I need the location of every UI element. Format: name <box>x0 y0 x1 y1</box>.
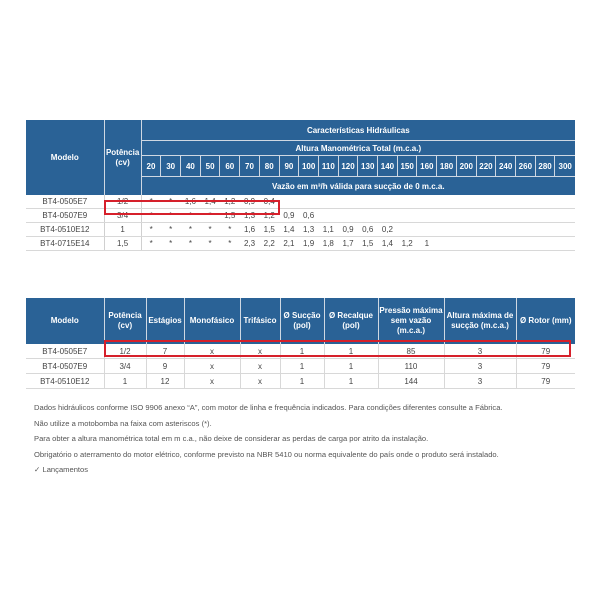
height-header: 160 <box>417 156 437 177</box>
table-cell: 1 <box>280 374 324 389</box>
flow-cell: 0,2 <box>378 223 398 237</box>
flow-cell <box>417 195 437 209</box>
flow-cell <box>555 237 575 251</box>
table-cell: BT4-0510E12 <box>26 374 104 389</box>
power-cell: 1/2 <box>104 195 141 209</box>
table-cell: 3 <box>444 359 516 374</box>
flow-cell: 1,4 <box>200 195 220 209</box>
table-cell: 1 <box>280 359 324 374</box>
flow-cell: 1,2 <box>220 195 240 209</box>
flow-cell <box>535 223 555 237</box>
footnotes <box>34 400 574 478</box>
flow-cell <box>496 237 516 251</box>
flow-cell: 2,3 <box>240 237 260 251</box>
table-row <box>26 223 575 237</box>
flow-cell: 0,6 <box>358 223 378 237</box>
flow-cell <box>456 223 476 237</box>
flow-cell: * <box>141 195 161 209</box>
table-cell: x <box>240 344 280 359</box>
flow-cell <box>516 223 536 237</box>
flow-cell: 1 <box>417 237 437 251</box>
height-header: 30 <box>161 156 181 177</box>
group-header: Características Hidráulicas <box>141 120 575 141</box>
column-header: Ø Sucção (pol) <box>280 298 324 344</box>
flow-cell: 1,5 <box>358 237 378 251</box>
power-cell: 1 <box>104 223 141 237</box>
height-header: 220 <box>476 156 496 177</box>
height-header: 120 <box>338 156 358 177</box>
height-header: 300 <box>555 156 575 177</box>
table-row <box>26 195 575 209</box>
flow-cell <box>318 209 338 223</box>
table-cell: 3/4 <box>104 359 146 374</box>
flow-cell: * <box>200 223 220 237</box>
flow-header: Vazão em m³/h válida para sucção de 0 m.c.a. <box>141 177 575 196</box>
flow-cell <box>555 195 575 209</box>
flow-cell: 0,6 <box>299 209 319 223</box>
flow-cell <box>338 195 358 209</box>
table-cell: x <box>240 374 280 389</box>
flow-cell: 0,4 <box>259 195 279 209</box>
flow-cell <box>476 237 496 251</box>
flow-cell <box>456 195 476 209</box>
flow-cell <box>417 209 437 223</box>
note-line: ✓ Lançamentos <box>34 465 89 475</box>
flow-cell: * <box>181 223 201 237</box>
flow-cell <box>516 209 536 223</box>
hydraulic-characteristics-table <box>26 120 575 251</box>
flow-cell <box>555 209 575 223</box>
model-cell: BT4-0505E7 <box>26 195 104 209</box>
table-row <box>26 237 575 251</box>
flow-cell <box>437 223 457 237</box>
note-line: Para obter a altura manométrica total em m c.a., não deixe de considerar as perdas de carga por atrito da instalação. <box>34 434 429 444</box>
flow-cell: 1,9 <box>299 237 319 251</box>
flow-cell <box>378 195 398 209</box>
flow-cell <box>456 237 476 251</box>
power-cell: 1,5 <box>104 237 141 251</box>
power-cell: 3/4 <box>104 209 141 223</box>
table-row <box>26 344 575 359</box>
flow-cell: * <box>181 237 201 251</box>
model-cell: BT4-0715E14 <box>26 237 104 251</box>
flow-cell <box>358 209 378 223</box>
flow-cell: 1,2 <box>259 209 279 223</box>
table-cell: 1 <box>324 374 378 389</box>
flow-cell <box>516 237 536 251</box>
flow-cell: 0,9 <box>338 223 358 237</box>
flow-cell <box>397 209 417 223</box>
height-header: 40 <box>181 156 201 177</box>
flow-cell <box>378 209 398 223</box>
flow-cell: 1,4 <box>378 237 398 251</box>
column-header: Trifásico <box>240 298 280 344</box>
flow-cell: * <box>141 209 161 223</box>
flow-cell <box>397 223 417 237</box>
flow-cell <box>318 195 338 209</box>
technical-specs-table <box>26 298 575 389</box>
height-header: 180 <box>437 156 457 177</box>
height-header: 70 <box>240 156 260 177</box>
flow-cell: * <box>200 237 220 251</box>
flow-cell: 1,3 <box>240 209 260 223</box>
flow-cell: 1,1 <box>318 223 338 237</box>
height-header: 100 <box>299 156 319 177</box>
flow-cell <box>535 195 555 209</box>
flow-cell: 1,6 <box>240 223 260 237</box>
model-cell: BT4-0510E12 <box>26 223 104 237</box>
flow-cell: 1,6 <box>181 195 201 209</box>
flow-cell: 1,2 <box>397 237 417 251</box>
table-row <box>26 374 575 389</box>
height-header: 60 <box>220 156 240 177</box>
flow-cell: 1,8 <box>318 237 338 251</box>
column-header: Estágios <box>146 298 184 344</box>
flow-cell <box>397 195 417 209</box>
flow-cell: * <box>200 209 220 223</box>
flow-cell: 0,9 <box>279 209 299 223</box>
flow-cell: * <box>161 237 181 251</box>
flow-cell <box>476 209 496 223</box>
flow-cell <box>516 195 536 209</box>
flow-cell <box>496 195 516 209</box>
height-header: 50 <box>200 156 220 177</box>
flow-cell: * <box>220 223 240 237</box>
flow-cell <box>535 209 555 223</box>
height-header: 20 <box>141 156 161 177</box>
flow-cell <box>476 195 496 209</box>
flow-cell: 1,5 <box>259 223 279 237</box>
table-cell: x <box>184 359 240 374</box>
height-header: 80 <box>259 156 279 177</box>
column-header-modelo: Modelo <box>26 120 104 195</box>
column-header: Potência (cv) <box>104 298 146 344</box>
sub-header: Altura Manométrica Total (m.c.a.) <box>141 141 575 156</box>
table-cell: 9 <box>146 359 184 374</box>
model-cell: BT4-0507E9 <box>26 209 104 223</box>
height-header: 150 <box>397 156 417 177</box>
height-header: 280 <box>535 156 555 177</box>
column-header: Ø Rotor (mm) <box>516 298 575 344</box>
flow-cell: * <box>161 209 181 223</box>
table-cell: 3 <box>444 374 516 389</box>
table-cell: 110 <box>378 359 444 374</box>
flow-cell <box>437 209 457 223</box>
flow-cell <box>279 195 299 209</box>
table-cell: 144 <box>378 374 444 389</box>
height-header: 260 <box>516 156 536 177</box>
flow-cell: * <box>161 195 181 209</box>
column-header: Pressão máxima sem vazão (m.c.a.) <box>378 298 444 344</box>
table-cell: 85 <box>378 344 444 359</box>
column-header: Monofásico <box>184 298 240 344</box>
flow-cell <box>476 223 496 237</box>
table-cell: 79 <box>516 374 575 389</box>
flow-cell <box>299 195 319 209</box>
table-cell: 1 <box>324 344 378 359</box>
height-header: 110 <box>318 156 338 177</box>
table-cell: 1 <box>324 359 378 374</box>
table-cell: BT4-0505E7 <box>26 344 104 359</box>
flow-cell: 2,1 <box>279 237 299 251</box>
flow-cell: 1,4 <box>279 223 299 237</box>
note-line: Obrigatório o aterramento do motor elétrico, conforme previsto na NBR 5410 ou norma equivalente do país onde o produto será instalado. <box>34 449 499 459</box>
flow-cell: 1,7 <box>338 237 358 251</box>
flow-cell <box>338 209 358 223</box>
table-cell: 1 <box>104 374 146 389</box>
table-cell: x <box>240 359 280 374</box>
flow-cell: * <box>181 209 201 223</box>
flow-cell <box>437 237 457 251</box>
table-cell: 1 <box>280 344 324 359</box>
table-cell: 79 <box>516 359 575 374</box>
height-header: 240 <box>496 156 516 177</box>
flow-cell: * <box>220 237 240 251</box>
height-header: 90 <box>279 156 299 177</box>
flow-cell: 1,3 <box>299 223 319 237</box>
table-cell: x <box>184 374 240 389</box>
flow-cell: 0,9 <box>240 195 260 209</box>
flow-cell <box>358 195 378 209</box>
note-line: Não utilize a motobomba na faixa com asteriscos (*). <box>34 418 212 428</box>
table-cell: BT4-0507E9 <box>26 359 104 374</box>
flow-cell <box>535 237 555 251</box>
flow-cell: 1,5 <box>220 209 240 223</box>
table-cell: x <box>184 344 240 359</box>
column-header-potencia: Potência (cv) <box>104 120 141 195</box>
table-cell: 79 <box>516 344 575 359</box>
flow-cell: * <box>141 237 161 251</box>
note-line: Dados hidráulicos conforme ISO 9906 anexo “A”, com motor de linha e frequência indicados. Para condições diferentes consulte a Fábrica. <box>34 403 503 412</box>
flow-cell: * <box>161 223 181 237</box>
flow-cell <box>437 195 457 209</box>
height-header: 140 <box>378 156 398 177</box>
table-row <box>26 209 575 223</box>
table-row <box>26 359 575 374</box>
height-header: 200 <box>456 156 476 177</box>
table-cell: 7 <box>146 344 184 359</box>
column-header: Modelo <box>26 298 104 344</box>
flow-cell <box>456 209 476 223</box>
flow-cell <box>496 209 516 223</box>
flow-cell: 2,2 <box>259 237 279 251</box>
height-header: 130 <box>358 156 378 177</box>
table-cell: 1/2 <box>104 344 146 359</box>
flow-cell <box>555 223 575 237</box>
column-header: Altura máxima de sucção (m.c.a.) <box>444 298 516 344</box>
flow-cell: * <box>141 223 161 237</box>
column-header: Ø Recalque (pol) <box>324 298 378 344</box>
flow-cell <box>417 223 437 237</box>
flow-cell <box>496 223 516 237</box>
table-cell: 12 <box>146 374 184 389</box>
table-cell: 3 <box>444 344 516 359</box>
